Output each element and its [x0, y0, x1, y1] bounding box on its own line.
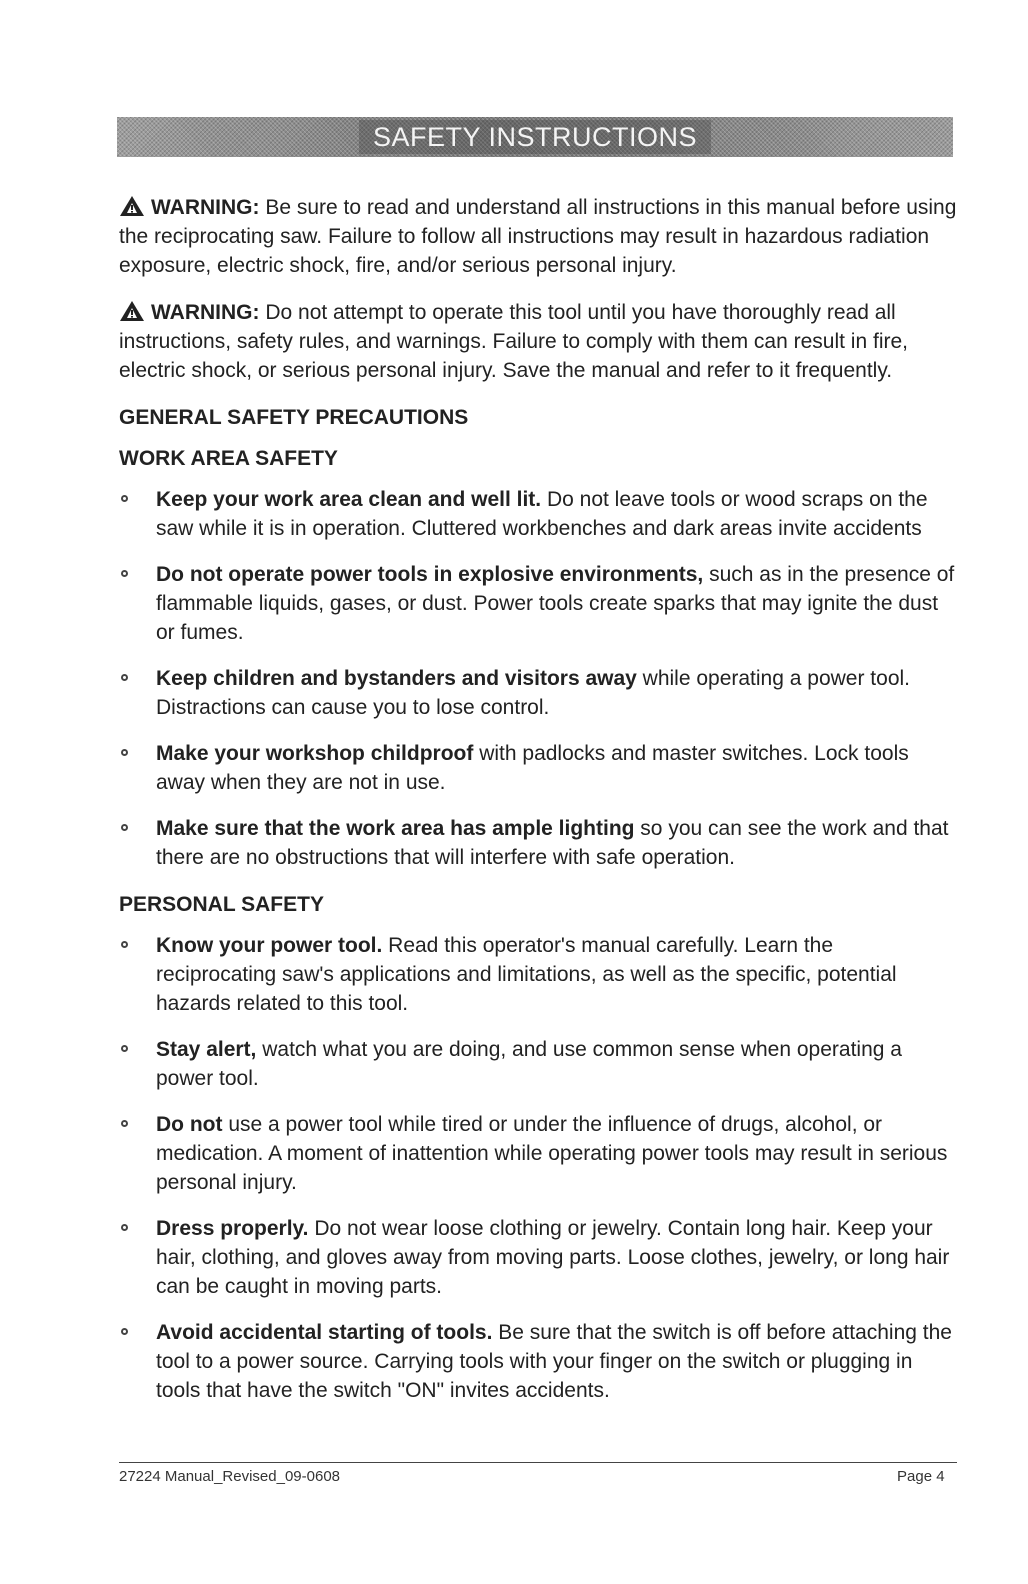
bullet-icon: [121, 1120, 128, 1127]
item-lead: Stay alert,: [156, 1038, 257, 1061]
item-text: with padlocks and master switches. Lock tools away when they are not in use.: [156, 742, 909, 794]
item-text: use a power tool while tired or under the influence of drugs, alcohol, or medication. A moment of inattention while operating power tools may result in serious personal injury.: [156, 1113, 948, 1194]
item-lead: Know your power tool.: [156, 934, 383, 957]
warning-label: WARNING:: [151, 301, 260, 324]
bullet-icon: [121, 495, 128, 502]
banner-title: SAFETY INSTRUCTIONS: [359, 120, 711, 154]
page-content: [119, 193, 959, 1422]
bullet-icon: [121, 570, 128, 577]
warning-paragraph: [119, 193, 959, 280]
footer-divider: [119, 1462, 957, 1463]
bullet-icon: [121, 1224, 128, 1231]
warning-triangle-icon: [119, 195, 145, 217]
item-lead: Keep your work area clean and well lit.: [156, 488, 542, 511]
item-lead: Make your workshop childproof: [156, 742, 474, 765]
bullet-icon: [121, 1045, 128, 1052]
footer-page-number: Page 4: [897, 1468, 945, 1485]
list-item: [119, 814, 959, 872]
item-text: Be sure that the switch is off before attaching the tool to a power source. Carrying tools with your finger on the switch or plugging in tools that have the switch "ON" invites accidents.: [156, 1321, 952, 1402]
item-lead: Keep children and bystanders and visitors away: [156, 667, 637, 690]
bullet-icon: [121, 941, 128, 948]
bullet-icon: [121, 824, 128, 831]
item-text: Do not leave tools or wood scraps on the saw while it is in operation. Cluttered workbenches and dark areas invite accidents: [156, 488, 928, 540]
item-lead: Do not: [156, 1113, 223, 1136]
list-item: [119, 739, 959, 797]
warning-text: Be sure to read and understand all instructions in this manual before using the reciprocating saw. Failure to follow all instructions may result in hazardous radiation exposure, electric shock, fire, and/or serious personal injury.: [119, 196, 957, 277]
warning-paragraph: [119, 298, 959, 385]
list-item: [119, 485, 959, 543]
item-lead: Make sure that the work area has ample lighting: [156, 817, 635, 840]
work-area-heading: WORK AREA SAFETY: [119, 447, 338, 470]
warning-label: WARNING:: [151, 196, 260, 219]
item-text: Do not wear loose clothing or jewelry. Contain long hair. Keep your hair, clothing, and gloves away from moving parts. Loose clothes, jewelry, or long hair can be caught in moving parts.: [156, 1217, 950, 1298]
personal-safety-list: [119, 931, 959, 1405]
footer-document-id: 27224 Manual_Revised_09-0608: [119, 1468, 341, 1485]
list-item: [119, 1214, 959, 1301]
work-area-list: [119, 485, 959, 872]
list-item: [119, 1318, 959, 1405]
list-item: [119, 664, 959, 722]
warning-text: Do not attempt to operate this tool until you have thoroughly read all instructions, safety rules, and warnings. Failure to comply with them can result in fire, electric shock, or serious personal injury. Save the manual and refer to it frequently.: [119, 301, 908, 382]
general-safety-heading: GENERAL SAFETY PRECAUTIONS: [119, 406, 469, 429]
item-text: Read this operator's manual carefully. Learn the reciprocating saw's applications and limitations, as well as the specific, potential hazards related to this tool.: [156, 934, 897, 1015]
personal-safety-heading: PERSONAL SAFETY: [119, 893, 324, 916]
bullet-icon: [121, 749, 128, 756]
item-text: such as in the presence of flammable liquids, gases, or dust. Power tools create sparks that may ignite the dust or fumes.: [156, 563, 955, 644]
warning-triangle-icon: [119, 300, 145, 322]
list-item: [119, 931, 959, 1018]
item-text: so you can see the work and that there are no obstructions that will interfere with safe operation.: [156, 817, 949, 869]
bullet-icon: [121, 1328, 128, 1335]
list-item: [119, 1035, 959, 1093]
item-lead: Do not operate power tools in explosive environments,: [156, 563, 704, 586]
list-item: [119, 1110, 959, 1197]
item-lead: Dress properly.: [156, 1217, 309, 1240]
item-text: while operating a power tool. Distractions can cause you to lose control.: [156, 667, 910, 719]
item-lead: Avoid accidental starting of tools.: [156, 1321, 493, 1344]
item-text: watch what you are doing, and use common sense when operating a power tool.: [156, 1038, 902, 1090]
list-item: [119, 560, 959, 647]
bullet-icon: [121, 674, 128, 681]
section-banner: [117, 117, 953, 157]
